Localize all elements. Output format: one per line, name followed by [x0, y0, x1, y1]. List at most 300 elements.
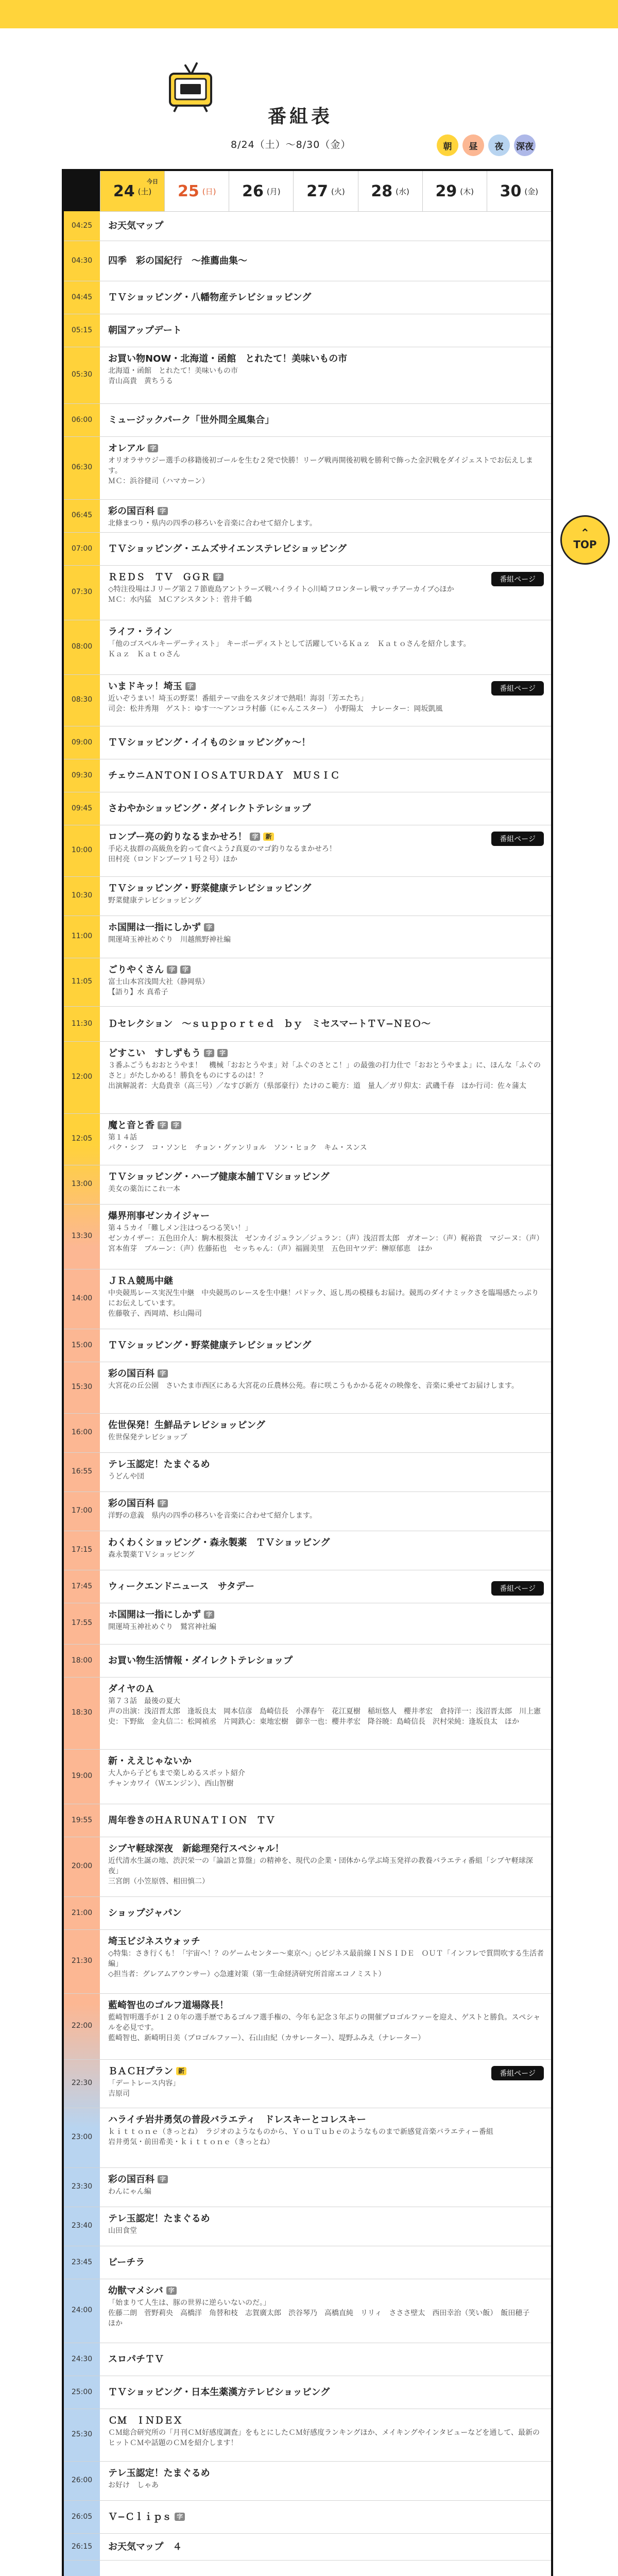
program-info	[108, 922, 544, 945]
program-time: 18:30	[71, 1708, 93, 1717]
program-time: 26:15	[71, 2543, 93, 2551]
program-info	[108, 1019, 544, 1030]
program-info	[108, 1756, 544, 1789]
program-row[interactable]	[64, 1677, 551, 1750]
program-info	[108, 737, 544, 749]
program-time: 17:15	[71, 1546, 93, 1554]
program-title[interactable]: ビーチラ	[108, 2257, 145, 2268]
program-time: 06:00	[71, 416, 93, 424]
program-description: うどんや団	[108, 1472, 144, 1481]
program-time: 17:55	[71, 1619, 93, 1627]
time-of-day-button[interactable]: 夜	[488, 134, 510, 156]
program-info	[108, 2415, 544, 2448]
program-description: 近代清水生誕の地、渋沢栄一の「論語と算盤」の精神を、現代の企業・団体から学ぶ埼玉発祥の教養バラエティ番組「シブヤ軽球深夜」 三宮朗（小笠原啓、相田慎二）	[108, 1857, 533, 1886]
program-title[interactable]: ダイヤのＡ	[108, 1684, 154, 1694]
program-description: 北條まつり・県内の四季の移ろいを音楽に合わせて紹介します。	[108, 519, 317, 528]
program-description: 手応え抜群の高級魚を釣って食べよう♪真夏のマゴ釣りなるまかせろ！ 田村亮（ロンドンブーツ１号２号）ほか	[108, 845, 336, 863]
program-title[interactable]: ロンプー亮の釣りなるまかせろ！	[108, 832, 247, 842]
program-title[interactable]: 彩の国百科	[108, 2174, 154, 2185]
program-time: 05:15	[71, 326, 93, 334]
program-row[interactable]	[64, 2501, 551, 2534]
program-title[interactable]: 四季 彩の国紀行 〜推薦曲集〜	[108, 256, 247, 266]
program-row[interactable]	[64, 2343, 551, 2376]
program-time: 23:00	[71, 2133, 93, 2141]
program-row[interactable]	[64, 620, 551, 675]
program-description: 「他のゴスペルキーデーティスト」 キーボーディストとして活躍しているＫａｚ Ｋａｔｏさんを紹介します。 Ｋａｚ Ｋａｔｏさん	[108, 640, 471, 658]
program-info	[108, 2468, 544, 2490]
program-description: お好け しゃあ	[108, 2481, 159, 2489]
program-row[interactable]	[64, 1414, 551, 1453]
program-row[interactable]	[64, 404, 551, 437]
program-description: 第７３話 最後の夏大 声の出演：浅沼晋太郎 逢坂良太 岡本信彦 島崎信長 小澤春午 花江夏樹 稲垣悠人 櫻井孝宏 倉持洋一：浅沼晋太郎 川上憲史：下野紘 金丸信二：松岡禎丞 片岡鉄心：東地宏樹 御幸一也：櫻井孝宏 降谷暁：島崎信長 沢村栄純：逢坂良太 ほか	[108, 1697, 541, 1726]
day-weekday: (木)	[460, 187, 474, 196]
program-title[interactable]: シブヤ軽球深夜 新総理発行スペシャル！	[108, 1843, 284, 1854]
program-info	[108, 1908, 544, 1919]
program-row[interactable]	[64, 1205, 551, 1269]
program-description: ｋｉｔｔｏｎｅ（きっとね） ラジオのようなものから、ＹｏｕＴｕｂｅのようなものまで新感覚音楽バラエティー番組 岩井勇気・前田希美・ｋｉｔｔｏｎｅ（きっとね）	[108, 2128, 493, 2146]
program-row[interactable]	[64, 1930, 551, 1994]
program-row[interactable]	[64, 958, 551, 1007]
program-description: 森永製薬ＴＶショッピング	[108, 1551, 195, 1559]
program-description: 開運埼玉神社めぐり 鷲宮神社編	[108, 1623, 216, 1631]
chevron-up-icon: ⌃	[580, 527, 590, 540]
program-description: 近いぞうまい！埼玉の野菜！番組テーマ曲をスタジオで熱唱！海羽「芳エたち」 司会：松井秀翔 ゲスト：ゆす一〜アンコラ村藤（にゃんこスター） 小野陽太 ナレーター：岡坂凱風	[108, 694, 443, 713]
program-flag-icon: 字	[175, 2513, 185, 2521]
program-info	[108, 1368, 544, 1391]
program-row[interactable]	[64, 726, 551, 759]
day-weekday: (日)	[202, 187, 216, 196]
program-info	[108, 1211, 544, 1254]
program-info	[108, 1843, 544, 1887]
program-info	[108, 415, 544, 426]
program-info	[108, 1684, 544, 1727]
program-info	[108, 883, 544, 906]
today-badge: 今日	[147, 178, 158, 185]
program-row[interactable]	[64, 1837, 551, 1897]
program-title[interactable]: お天気マップ ４	[108, 2541, 182, 2552]
program-flag-icon: 字	[185, 682, 196, 690]
program-info	[108, 964, 544, 997]
program-time: 07:30	[71, 588, 93, 596]
program-info	[108, 626, 544, 659]
program-time: 13:00	[71, 1180, 93, 1188]
program-info	[108, 1420, 544, 1443]
program-info	[108, 1120, 544, 1153]
program-flag-icon: 字	[204, 923, 214, 931]
program-title[interactable]: 朝国アップデート	[108, 325, 182, 336]
program-time: 04:45	[71, 293, 93, 301]
program-title[interactable]: わくわくショッピング・森永製薬 ＴＶショッピング	[108, 1537, 330, 1548]
program-description: ３番ふごうもおおとうやま！ 機械「おおとうやま」対「ふぐのさとこ！」の最強の打力仕で「おおとうやまよ」に、ほんな「ふぐのさと」がたしかめる！勝負をものにするのは！？ 出演解説者：大島貴幸（高三号）／なすび新方（県部豪行）たけのこ範方：道 量人／ガリ仰太：武磯千春 ほか行司：佐々蒲太	[108, 1061, 541, 1090]
day-weekday: (土)	[138, 187, 152, 196]
program-time: 23:45	[71, 2258, 93, 2266]
program-time: 14:00	[71, 1294, 93, 1302]
program-time: 08:30	[71, 696, 93, 704]
program-title[interactable]: ＴＶショッピング・イイものショッピングゥ〜！	[108, 737, 311, 748]
program-row[interactable]	[64, 2207, 551, 2246]
program-title[interactable]: ＴＶショッピング・ハーブ健康本舗ＴＶショッピング	[108, 1172, 330, 1182]
program-info	[108, 681, 544, 714]
program-title[interactable]: オレアル	[108, 443, 145, 454]
program-title[interactable]: ＣＭ ＩＮＤＥＸ	[108, 2415, 182, 2426]
program-guide-frame	[62, 169, 553, 2576]
program-description: 富士山本宮浅間大社（静岡県） 【語り】水 真希子	[108, 978, 209, 996]
program-time: 24:30	[71, 2355, 93, 2363]
program-row[interactable]	[64, 792, 551, 825]
program-flag-icon: 字	[166, 2286, 177, 2295]
program-row[interactable]	[64, 1994, 551, 2060]
program-title[interactable]: ウィークエンドニュース サタデー	[108, 1581, 255, 1592]
program-info	[108, 1340, 544, 1351]
program-row[interactable]	[64, 1645, 551, 1677]
program-info	[108, 506, 544, 529]
program-flag-icon: 字	[204, 1611, 214, 1619]
program-row[interactable]	[64, 1114, 551, 1165]
program-time: 10:00	[71, 846, 93, 854]
program-title[interactable]: ハライチ岩井勇気の普段バラエティ ドレスキーとコレスキー	[108, 2114, 366, 2125]
program-time: 05:30	[71, 370, 93, 379]
program-info	[108, 832, 544, 865]
program-title[interactable]: ホ国開は一指にしかず	[108, 922, 201, 933]
program-info	[108, 803, 544, 815]
program-title[interactable]: ＴＶショッピング・野菜健康テレビショッピング	[108, 883, 312, 894]
program-grid	[64, 211, 551, 2576]
header-top-bar	[0, 0, 618, 28]
program-title[interactable]: スロパチＴＶ	[108, 2354, 164, 2365]
program-title[interactable]: ミュージックパーク「世外問全風集合」	[108, 415, 274, 426]
program-time: 09:45	[71, 804, 93, 812]
program-title[interactable]: いまドキッ！埼玉	[108, 681, 182, 692]
program-time: 17:00	[71, 1506, 93, 1515]
program-title[interactable]: ＴＶショッピング・野菜健康テレビショッピング	[108, 1340, 312, 1351]
program-time: 08:00	[71, 642, 93, 651]
program-flag-icon: 字	[180, 965, 191, 974]
program-title[interactable]: テレ玉認定！たまぐるめ	[108, 2468, 210, 2479]
program-time: 12:05	[71, 1134, 93, 1143]
program-time: 25:30	[71, 2430, 93, 2438]
program-title[interactable]: Ｖ−Ｃｌｉｐｓ	[108, 2512, 172, 2522]
day-tab[interactable]	[229, 171, 293, 211]
day-number: 30	[500, 182, 522, 200]
program-description: ◇特集：さき行くも！「宇宙へ！？のゲームセンター〜東京へ」◇ビジネス最前線ＩＮＳＩＤＥ ＯＵＴ「インフレで質問吹する生活者編」 ◇担当者：グレアムアウンサー）◇急遽対策（第一生命経済研究所首席エコノミスト）	[108, 1950, 544, 1978]
day-number: 28	[371, 182, 393, 200]
program-row[interactable]	[64, 877, 551, 916]
program-title[interactable]: 佐世保発！生鮮品テレビショッピング	[108, 1420, 265, 1431]
program-title[interactable]: テレ玉認定！たまぐるめ	[108, 2213, 210, 2224]
program-title[interactable]: どすこい すしずもう	[108, 1048, 201, 1059]
program-row[interactable]	[64, 1603, 551, 1645]
program-description: 開運埼玉神社めぐり 川越熊野神社編	[108, 936, 231, 944]
program-row[interactable]	[64, 2409, 551, 2462]
program-info	[108, 2512, 544, 2523]
program-row[interactable]	[64, 566, 551, 620]
day-tab[interactable]	[422, 171, 487, 211]
program-time: 19:00	[71, 1772, 93, 1780]
program-page-button[interactable]: 番組ページ	[491, 2066, 544, 2080]
program-row[interactable]	[64, 825, 551, 877]
program-title[interactable]: ショップジャパン	[108, 1908, 182, 1919]
program-title[interactable]: 爆界刑事ゼンカイジャー	[108, 1211, 210, 1222]
program-info	[108, 1498, 544, 1521]
program-description: 美女の薬缶にこれ一本	[108, 1185, 180, 1193]
date-range: 8/24（土）〜8/30（金）	[231, 139, 351, 150]
program-row[interactable]	[64, 1570, 551, 1603]
program-flag-icon: 新	[263, 833, 273, 841]
program-title[interactable]: 埼玉ビジネスウォッチ	[108, 1936, 200, 1947]
program-flag-icon: 字	[217, 1049, 228, 1057]
program-info	[108, 2354, 544, 2365]
back-to-top-button[interactable]	[560, 515, 610, 565]
program-flag-icon: 字	[250, 833, 260, 841]
program-time: 26:00	[71, 2476, 93, 2484]
day-weekday: (金)	[524, 187, 539, 196]
program-title[interactable]: ＪＲＡ競馬中継	[108, 1276, 173, 1286]
program-row[interactable]	[64, 675, 551, 726]
time-of-day-button[interactable]: 朝	[437, 134, 458, 156]
program-info	[108, 2257, 544, 2268]
program-row[interactable]	[64, 437, 551, 500]
time-of-day-button[interactable]: 昼	[462, 134, 484, 156]
program-row[interactable]	[64, 211, 551, 241]
program-row[interactable]	[64, 2462, 551, 2501]
program-info	[108, 2114, 544, 2147]
program-time: 12:00	[71, 1073, 93, 1081]
program-title[interactable]: お天気マップ	[108, 221, 164, 231]
program-info	[108, 1815, 544, 1826]
program-info	[108, 1537, 544, 1560]
program-time: 11:00	[71, 932, 93, 940]
program-time: 13:30	[71, 1232, 93, 1240]
program-flag-icon: 字	[167, 965, 177, 974]
program-title[interactable]: ＴＶショッピング・エムズサイエンステレビショッピング	[108, 544, 347, 554]
program-flag-icon: 新	[176, 2067, 186, 2075]
program-flag-icon: 字	[204, 1049, 214, 1057]
program-time: 18:00	[71, 1656, 93, 1665]
program-row[interactable]	[64, 1804, 551, 1837]
program-info	[108, 2066, 544, 2099]
program-title[interactable]: 藍崎智也のゴルフ道場隊長！	[108, 2000, 229, 2011]
program-time: 21:00	[71, 1909, 93, 1917]
program-time: 04:25	[71, 222, 93, 230]
program-flag-icon: 字	[158, 1369, 168, 1378]
program-time: 09:00	[71, 738, 93, 747]
program-time: 11:30	[71, 1020, 93, 1028]
day-number: 24	[113, 182, 135, 200]
program-title[interactable]: 彩の国百科	[108, 1368, 154, 1379]
program-info	[108, 1655, 544, 1667]
program-time: 09:30	[71, 771, 93, 779]
day-number: 25	[177, 182, 199, 200]
day-weekday: (火)	[331, 187, 345, 196]
program-title[interactable]: 周年巻きのＨＡＲＵＮＡＴＩＯＮ ＴＶ	[108, 1815, 275, 1826]
program-row[interactable]	[64, 1750, 551, 1804]
day-tab[interactable]	[487, 171, 551, 211]
program-page-button[interactable]: 番組ページ	[491, 572, 544, 586]
program-time: 21:30	[71, 1957, 93, 1965]
program-time: 22:00	[71, 2022, 93, 2030]
program-page-button[interactable]: 番組ページ	[491, 832, 544, 846]
program-flag-icon: 字	[213, 573, 224, 581]
program-time: 06:45	[71, 511, 93, 519]
day-tab[interactable]	[293, 171, 357, 211]
program-info	[108, 2000, 544, 2043]
program-info	[108, 1048, 544, 1091]
program-row[interactable]	[64, 347, 551, 404]
day-tab[interactable]	[164, 171, 229, 211]
top-button-label: TOP	[573, 538, 597, 551]
program-title[interactable]: ホ国開は一指にしかず	[108, 1609, 201, 1620]
program-time: 11:05	[71, 977, 93, 986]
program-info	[108, 1459, 544, 1482]
program-time: 15:00	[71, 1341, 93, 1349]
program-title[interactable]: ライフ・ライン	[108, 626, 173, 637]
program-description: ◇特注役場はＪリーグ第２７節鹿島アントラーズ戦ハイライト◇川崎フロンターレ戦マッチアーカイブ◇ほか ＭＣ：水内猛 ＭＣアシスタント：菅井千鶴	[108, 585, 454, 604]
program-time: 22:30	[71, 2079, 93, 2087]
program-info	[108, 1172, 544, 1194]
program-description: 第１４話 パク・シフ コ・ソンヒ チョン・グァンリョル ソン・ヒョク キム・スンス	[108, 1133, 367, 1152]
program-info	[108, 2285, 544, 2329]
program-info	[108, 572, 544, 605]
program-info	[108, 1609, 544, 1632]
program-row[interactable]	[64, 1531, 551, 1570]
program-row[interactable]	[64, 1007, 551, 1042]
program-title[interactable]: ＲＥＤＳ ＴＶ ＧＧＲ	[108, 572, 210, 583]
program-row[interactable]	[64, 281, 551, 314]
program-info	[108, 2387, 544, 2398]
day-tabs	[64, 171, 551, 212]
program-time: 15:30	[71, 1383, 93, 1391]
program-row[interactable]	[64, 241, 551, 281]
program-title[interactable]: チェウニＡＮＴＯＮＩＯＳＡＴＵＲＤＡＹ ＭＵＳＩＣ	[108, 770, 340, 781]
program-row[interactable]	[64, 1269, 551, 1329]
program-description: 第４５カイ「難しメン注はつるつる笑い！」 ゼンカイザー：五色田介人：駒木根葵汰 ゼンカイジュラン／ジュラン：（声）浅沼晋太郎 ガオーン：（声）梶裕貴 マジーヌ：（声）宮本侑芽 ブルーン：（声）佐藤拓也 セッちゃん：（声）福圓美里 五色田ヤツデ：榊原郁恵 ほか	[108, 1224, 544, 1253]
program-description: 中央競馬レース実況生中継 中央競馬のレースを生中継！パドック、返し馬の模様もお届け。競馬のダイナミックさを臨場感たっぷりにお伝えしています。 佐藤敬子、西岡靖、杉山陽司	[108, 1289, 539, 1318]
program-flag-icon: 字	[158, 2175, 168, 2183]
day-tab[interactable]	[100, 171, 164, 211]
day-weekday: (水)	[396, 187, 409, 196]
program-info	[108, 770, 544, 782]
program-time: 26:05	[71, 2513, 93, 2521]
time-of-day-button[interactable]: 深夜	[514, 134, 536, 156]
program-title[interactable]: 彩の国百科	[108, 1498, 154, 1509]
program-info	[108, 1936, 544, 1979]
program-title[interactable]: 幼獣マメシバ	[108, 2285, 163, 2296]
program-info	[108, 221, 544, 232]
program-title[interactable]: ＴＶショッピング・日本生薬漢方テレビショッピング	[108, 2387, 330, 2398]
program-row[interactable]	[64, 759, 551, 792]
program-row[interactable]	[64, 2168, 551, 2207]
program-row[interactable]	[64, 314, 551, 347]
program-title[interactable]: 魔と音と香	[108, 1120, 154, 1131]
program-description: 藍崎智明選手が１２０年の選手歴であるゴルフ選手権の、今年も記念３年ぶりの開催プロゴルファーを迎え、ゲストと勝負。スペシャルを必見です。 藍崎智也、新崎明日美（プロゴルファー）、石山由紀（カサレーター）、堤野ふみえ（ナレーター）	[108, 2013, 541, 2042]
program-description: ＣＭ総合研究所の「月刊ＣＭ好感度調査」をもとにしたＣＭ好感度ランキングほか、メイキングやインタビューなどを通して、最新のヒットＣＭや話題のＣＭを紹介します！	[108, 2429, 540, 2447]
program-time: 19:55	[71, 1816, 93, 1824]
program-description: 佐世保発テレビショップ	[108, 1433, 187, 1442]
program-title[interactable]: さわやかショッピング・ダイレクトテレショップ	[108, 803, 311, 814]
program-time: 23:30	[71, 2182, 93, 2191]
program-row[interactable]	[64, 533, 551, 566]
program-row[interactable]	[64, 916, 551, 958]
program-description: 大人から子どもまで楽しめるスポット紹介 チャンカワイ（Ｗエンジン）、西山智樹	[108, 1769, 245, 1788]
program-title[interactable]: ＴＶショッピング・八幡物産テレビショッピング	[108, 292, 312, 303]
program-row[interactable]	[64, 2534, 551, 2561]
program-row[interactable]	[64, 2108, 551, 2168]
program-time: 06:30	[71, 463, 93, 471]
program-row[interactable]	[64, 1042, 551, 1114]
program-title[interactable]: Ｄセレクション 〜ｓｕｐｐｏｒｔｅｄ ｂｙ ミセスマートＴＶ−ＮＥＯ〜	[108, 1019, 431, 1029]
program-description: 北海道・函館 とれたて！美味いもの市 青山高貴 黄ちうる	[108, 367, 238, 385]
program-info	[108, 2174, 544, 2197]
program-info	[108, 1581, 544, 1592]
program-description: 大宮花の丘公園 さいたま市西区にある大宮花の丘農林公苑。春に咲こうもかかる花々の映像を、音楽に乗せてお届けします。	[108, 1382, 519, 1390]
program-time: 16:55	[71, 1467, 93, 1476]
day-number: 29	[435, 182, 457, 200]
program-flag-icon: 字	[158, 1121, 168, 1129]
program-page-button[interactable]: 番組ページ	[491, 681, 544, 696]
program-title[interactable]: ＢＡＣＨプラン	[108, 2066, 173, 2077]
program-time: 25:00	[71, 2388, 93, 2396]
program-description: 山田食堂	[108, 2227, 137, 2235]
program-row[interactable]	[64, 1897, 551, 1930]
day-number: 26	[242, 182, 264, 200]
program-row[interactable]	[64, 2246, 551, 2279]
program-title[interactable]: お買い物生活情報・ダイレクトテレショップ	[108, 1655, 293, 1666]
program-time: 04:30	[71, 257, 93, 265]
program-time: 10:30	[71, 891, 93, 900]
program-info	[108, 353, 544, 386]
program-row[interactable]	[64, 1329, 551, 1362]
day-tabs-corner	[64, 171, 100, 211]
program-row[interactable]	[64, 1453, 551, 1492]
program-row[interactable]	[64, 1165, 551, 1205]
program-time: 24:00	[71, 2306, 93, 2314]
day-number: 27	[306, 182, 328, 200]
program-row[interactable]	[64, 1492, 551, 1531]
program-row[interactable]	[64, 2376, 551, 2409]
program-page-button[interactable]: 番組ページ	[491, 1581, 544, 1596]
program-time: 07:00	[71, 545, 93, 553]
program-flag-icon: 字	[158, 1499, 168, 1507]
program-info	[108, 256, 544, 267]
program-description: オリオラサウジー選手の移籍後初ゴールを生む２発で快勝！リーグ戦再開後初戦を勝利で飾った金沢戦をダイジェストでお伝えします。 ＭＣ：浜谷健司（ハマカーン）	[108, 456, 534, 485]
program-time: 23:40	[71, 2222, 93, 2230]
program-title[interactable]: テレ玉認定！たまぐるめ	[108, 1459, 210, 1470]
program-row[interactable]	[64, 2279, 551, 2343]
program-info	[108, 2213, 544, 2236]
program-title[interactable]: 新・ええじゃないか	[108, 1756, 192, 1767]
program-description: 「始まりて人生は、豚の世界に逆らいないのだ。」 佐藤二朗 菅野莉央 高橋洋 角替和枝 志賀廣太郎 渋谷琴乃 高橋直純 リリィ さささ壁太 西田幸治（笑い飯） 飯田穂子 ほか	[108, 2299, 530, 2328]
day-tab[interactable]	[358, 171, 422, 211]
program-description: 「デートレース内容」 吉原司	[108, 2079, 180, 2098]
program-description: わんにゃん編	[108, 2188, 151, 2196]
program-info	[108, 292, 544, 303]
program-title[interactable]: 彩の国百科	[108, 506, 154, 517]
program-info	[108, 1276, 544, 1319]
program-row[interactable]	[64, 2060, 551, 2108]
program-time: 20:00	[71, 1862, 93, 1870]
program-row[interactable]	[64, 500, 551, 533]
program-flag-icon: 字	[148, 444, 158, 452]
tv-logo-icon	[165, 59, 216, 116]
program-title[interactable]: ごりやくさん	[108, 964, 164, 975]
program-description: 洋野の意義 県内の四季の移ろいを音楽に合わせて紹介します。	[108, 1512, 317, 1520]
program-title[interactable]: お買い物NOW・北海道・函館 とれたて！美味いもの市	[108, 353, 348, 364]
program-description: 野菜健康テレビショッピング	[108, 896, 202, 905]
program-time: 16:00	[71, 1428, 93, 1436]
program-flag-icon: 字	[158, 507, 168, 515]
program-row[interactable]	[64, 1362, 551, 1414]
program-flag-icon: 字	[171, 1121, 181, 1129]
